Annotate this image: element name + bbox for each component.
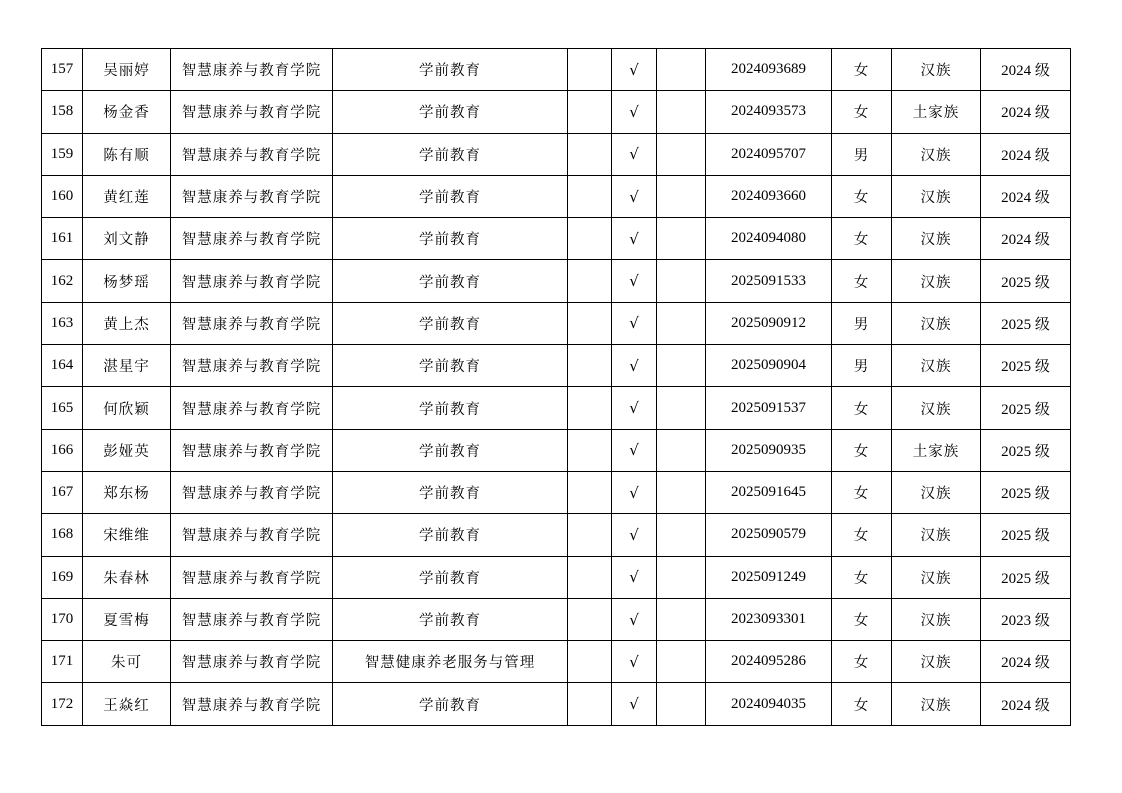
blank-cell-cell xyxy=(657,218,706,260)
major-cell: 学前教育 xyxy=(333,260,568,302)
major-cell: 学前教育 xyxy=(333,49,568,91)
major-cell: 学前教育 xyxy=(333,683,568,725)
student-name-cell: 湛星宇 xyxy=(83,345,171,387)
row-number-cell: 160 xyxy=(42,175,83,217)
college-cell: 智慧康养与教育学院 xyxy=(171,683,333,725)
student-id-cell: 2025091645 xyxy=(706,471,832,513)
grade-cell: 2024 级 xyxy=(981,175,1071,217)
student-id-cell: 2025090904 xyxy=(706,345,832,387)
college-cell: 智慧康养与教育学院 xyxy=(171,429,333,471)
student-name-cell: 黄上杰 xyxy=(83,302,171,344)
college-cell: 智慧康养与教育学院 xyxy=(171,175,333,217)
check-mark-cell: √ xyxy=(612,133,657,175)
student-id-cell: 2023093301 xyxy=(706,598,832,640)
grade-cell: 2023 级 xyxy=(981,598,1071,640)
ethnicity-cell: 汉族 xyxy=(892,175,981,217)
grade-cell: 2025 级 xyxy=(981,260,1071,302)
ethnicity-cell: 汉族 xyxy=(892,683,981,725)
grade-cell: 2024 级 xyxy=(981,133,1071,175)
check-mark-cell: √ xyxy=(612,302,657,344)
gender-cell: 女 xyxy=(832,218,892,260)
major-cell: 学前教育 xyxy=(333,218,568,260)
row-number-cell: 163 xyxy=(42,302,83,344)
table-row xyxy=(42,175,1071,217)
ethnicity-cell: 汉族 xyxy=(892,471,981,513)
student-id-cell: 2025091537 xyxy=(706,387,832,429)
check-mark-cell: √ xyxy=(612,683,657,725)
blank-cell-cell xyxy=(568,49,612,91)
college-cell: 智慧康养与教育学院 xyxy=(171,91,333,133)
major-cell: 学前教育 xyxy=(333,556,568,598)
college-cell: 智慧康养与教育学院 xyxy=(171,345,333,387)
blank-cell-cell xyxy=(568,260,612,302)
blank-cell-cell xyxy=(568,218,612,260)
check-mark-cell: √ xyxy=(612,471,657,513)
blank-cell-cell xyxy=(657,471,706,513)
row-number-cell: 168 xyxy=(42,514,83,556)
major-cell: 智慧健康养老服务与管理 xyxy=(333,641,568,683)
blank-cell-cell xyxy=(568,345,612,387)
check-mark-cell: √ xyxy=(612,514,657,556)
ethnicity-cell: 汉族 xyxy=(892,641,981,683)
student-id-cell: 2024095707 xyxy=(706,133,832,175)
blank-cell-cell xyxy=(568,556,612,598)
student-name-cell: 杨金香 xyxy=(83,91,171,133)
college-cell: 智慧康养与教育学院 xyxy=(171,133,333,175)
row-number-cell: 171 xyxy=(42,641,83,683)
ethnicity-cell: 汉族 xyxy=(892,302,981,344)
table-row xyxy=(42,514,1071,556)
student-name-cell: 彭娅英 xyxy=(83,429,171,471)
ethnicity-cell: 汉族 xyxy=(892,133,981,175)
student-name-cell: 刘文静 xyxy=(83,218,171,260)
major-cell: 学前教育 xyxy=(333,471,568,513)
row-number-cell: 167 xyxy=(42,471,83,513)
row-number-cell: 170 xyxy=(42,598,83,640)
major-cell: 学前教育 xyxy=(333,91,568,133)
check-mark-cell: √ xyxy=(612,175,657,217)
student-name-cell: 夏雪梅 xyxy=(83,598,171,640)
blank-cell-cell xyxy=(657,514,706,556)
grade-cell: 2025 级 xyxy=(981,514,1071,556)
gender-cell: 女 xyxy=(832,429,892,471)
blank-cell-cell xyxy=(568,91,612,133)
ethnicity-cell: 汉族 xyxy=(892,49,981,91)
roster-body xyxy=(42,49,1071,726)
gender-cell: 女 xyxy=(832,514,892,556)
ethnicity-cell: 汉族 xyxy=(892,556,981,598)
blank-cell-cell xyxy=(657,91,706,133)
college-cell: 智慧康养与教育学院 xyxy=(171,302,333,344)
blank-cell-cell xyxy=(568,641,612,683)
student-id-cell: 2025090935 xyxy=(706,429,832,471)
ethnicity-cell: 汉族 xyxy=(892,260,981,302)
student-id-cell: 2024093573 xyxy=(706,91,832,133)
gender-cell: 女 xyxy=(832,91,892,133)
gender-cell: 男 xyxy=(832,302,892,344)
table-row xyxy=(42,49,1071,91)
blank-cell-cell xyxy=(568,175,612,217)
gender-cell: 女 xyxy=(832,683,892,725)
ethnicity-cell: 汉族 xyxy=(892,387,981,429)
student-id-cell: 2024094080 xyxy=(706,218,832,260)
blank-cell-cell xyxy=(568,133,612,175)
table-row xyxy=(42,133,1071,175)
grade-cell: 2025 级 xyxy=(981,345,1071,387)
grade-cell: 2025 级 xyxy=(981,302,1071,344)
table-row xyxy=(42,429,1071,471)
blank-cell-cell xyxy=(657,598,706,640)
grade-cell: 2024 级 xyxy=(981,641,1071,683)
blank-cell-cell xyxy=(568,429,612,471)
student-name-cell: 朱可 xyxy=(83,641,171,683)
table-row xyxy=(42,218,1071,260)
college-cell: 智慧康养与教育学院 xyxy=(171,49,333,91)
student-name-cell: 朱春林 xyxy=(83,556,171,598)
student-id-cell: 2025091533 xyxy=(706,260,832,302)
gender-cell: 女 xyxy=(832,49,892,91)
check-mark-cell: √ xyxy=(612,641,657,683)
ethnicity-cell: 汉族 xyxy=(892,345,981,387)
gender-cell: 女 xyxy=(832,175,892,217)
blank-cell-cell xyxy=(657,175,706,217)
table-row xyxy=(42,91,1071,133)
check-mark-cell: √ xyxy=(612,598,657,640)
table-row xyxy=(42,598,1071,640)
check-mark-cell: √ xyxy=(612,429,657,471)
student-name-cell: 吴丽婷 xyxy=(83,49,171,91)
college-cell: 智慧康养与教育学院 xyxy=(171,514,333,556)
row-number-cell: 172 xyxy=(42,683,83,725)
major-cell: 学前教育 xyxy=(333,345,568,387)
major-cell: 学前教育 xyxy=(333,387,568,429)
gender-cell: 男 xyxy=(832,133,892,175)
gender-cell: 女 xyxy=(832,260,892,302)
grade-cell: 2024 级 xyxy=(981,683,1071,725)
student-id-cell: 2024093660 xyxy=(706,175,832,217)
row-number-cell: 161 xyxy=(42,218,83,260)
student-roster-table xyxy=(41,48,1071,726)
blank-cell-cell xyxy=(568,598,612,640)
college-cell: 智慧康养与教育学院 xyxy=(171,598,333,640)
gender-cell: 男 xyxy=(832,345,892,387)
grade-cell: 2025 级 xyxy=(981,471,1071,513)
gender-cell: 女 xyxy=(832,598,892,640)
blank-cell-cell xyxy=(657,302,706,344)
blank-cell-cell xyxy=(657,556,706,598)
table-row xyxy=(42,387,1071,429)
blank-cell-cell xyxy=(657,49,706,91)
college-cell: 智慧康养与教育学院 xyxy=(171,260,333,302)
table-row xyxy=(42,683,1071,725)
table-row xyxy=(42,260,1071,302)
college-cell: 智慧康养与教育学院 xyxy=(171,556,333,598)
row-number-cell: 164 xyxy=(42,345,83,387)
college-cell: 智慧康养与教育学院 xyxy=(171,218,333,260)
row-number-cell: 165 xyxy=(42,387,83,429)
blank-cell-cell xyxy=(568,302,612,344)
blank-cell-cell xyxy=(568,387,612,429)
check-mark-cell: √ xyxy=(612,49,657,91)
gender-cell: 女 xyxy=(832,387,892,429)
major-cell: 学前教育 xyxy=(333,133,568,175)
row-number-cell: 157 xyxy=(42,49,83,91)
grade-cell: 2024 级 xyxy=(981,49,1071,91)
row-number-cell: 166 xyxy=(42,429,83,471)
blank-cell-cell xyxy=(657,683,706,725)
check-mark-cell: √ xyxy=(612,91,657,133)
blank-cell-cell xyxy=(657,429,706,471)
blank-cell-cell xyxy=(657,387,706,429)
table-row xyxy=(42,641,1071,683)
grade-cell: 2025 级 xyxy=(981,387,1071,429)
gender-cell: 女 xyxy=(832,471,892,513)
student-name-cell: 何欣颖 xyxy=(83,387,171,429)
table-row xyxy=(42,345,1071,387)
student-id-cell: 2024093689 xyxy=(706,49,832,91)
major-cell: 学前教育 xyxy=(333,514,568,556)
student-name-cell: 王焱红 xyxy=(83,683,171,725)
ethnicity-cell: 土家族 xyxy=(892,429,981,471)
student-id-cell: 2025090579 xyxy=(706,514,832,556)
check-mark-cell: √ xyxy=(612,218,657,260)
table-row xyxy=(42,302,1071,344)
ethnicity-cell: 汉族 xyxy=(892,598,981,640)
table-row xyxy=(42,556,1071,598)
student-name-cell: 郑东杨 xyxy=(83,471,171,513)
blank-cell-cell xyxy=(657,641,706,683)
major-cell: 学前教育 xyxy=(333,302,568,344)
gender-cell: 女 xyxy=(832,556,892,598)
row-number-cell: 159 xyxy=(42,133,83,175)
ethnicity-cell: 汉族 xyxy=(892,514,981,556)
student-id-cell: 2024094035 xyxy=(706,683,832,725)
blank-cell-cell xyxy=(568,683,612,725)
row-number-cell: 169 xyxy=(42,556,83,598)
major-cell: 学前教育 xyxy=(333,175,568,217)
row-number-cell: 162 xyxy=(42,260,83,302)
check-mark-cell: √ xyxy=(612,556,657,598)
blank-cell-cell xyxy=(657,260,706,302)
ethnicity-cell: 土家族 xyxy=(892,91,981,133)
student-id-cell: 2025090912 xyxy=(706,302,832,344)
college-cell: 智慧康养与教育学院 xyxy=(171,387,333,429)
grade-cell: 2024 级 xyxy=(981,218,1071,260)
gender-cell: 女 xyxy=(832,641,892,683)
major-cell: 学前教育 xyxy=(333,598,568,640)
student-name-cell: 黄红莲 xyxy=(83,175,171,217)
table-row xyxy=(42,471,1071,513)
blank-cell-cell xyxy=(657,345,706,387)
grade-cell: 2025 级 xyxy=(981,429,1071,471)
major-cell: 学前教育 xyxy=(333,429,568,471)
student-id-cell: 2024095286 xyxy=(706,641,832,683)
college-cell: 智慧康养与教育学院 xyxy=(171,641,333,683)
check-mark-cell: √ xyxy=(612,260,657,302)
student-id-cell: 2025091249 xyxy=(706,556,832,598)
student-name-cell: 宋维维 xyxy=(83,514,171,556)
student-name-cell: 杨梦瑶 xyxy=(83,260,171,302)
grade-cell: 2025 级 xyxy=(981,556,1071,598)
blank-cell-cell xyxy=(568,514,612,556)
check-mark-cell: √ xyxy=(612,387,657,429)
check-mark-cell: √ xyxy=(612,345,657,387)
blank-cell-cell xyxy=(568,471,612,513)
college-cell: 智慧康养与教育学院 xyxy=(171,471,333,513)
row-number-cell: 158 xyxy=(42,91,83,133)
blank-cell-cell xyxy=(657,133,706,175)
student-name-cell: 陈有顺 xyxy=(83,133,171,175)
ethnicity-cell: 汉族 xyxy=(892,218,981,260)
grade-cell: 2024 级 xyxy=(981,91,1071,133)
